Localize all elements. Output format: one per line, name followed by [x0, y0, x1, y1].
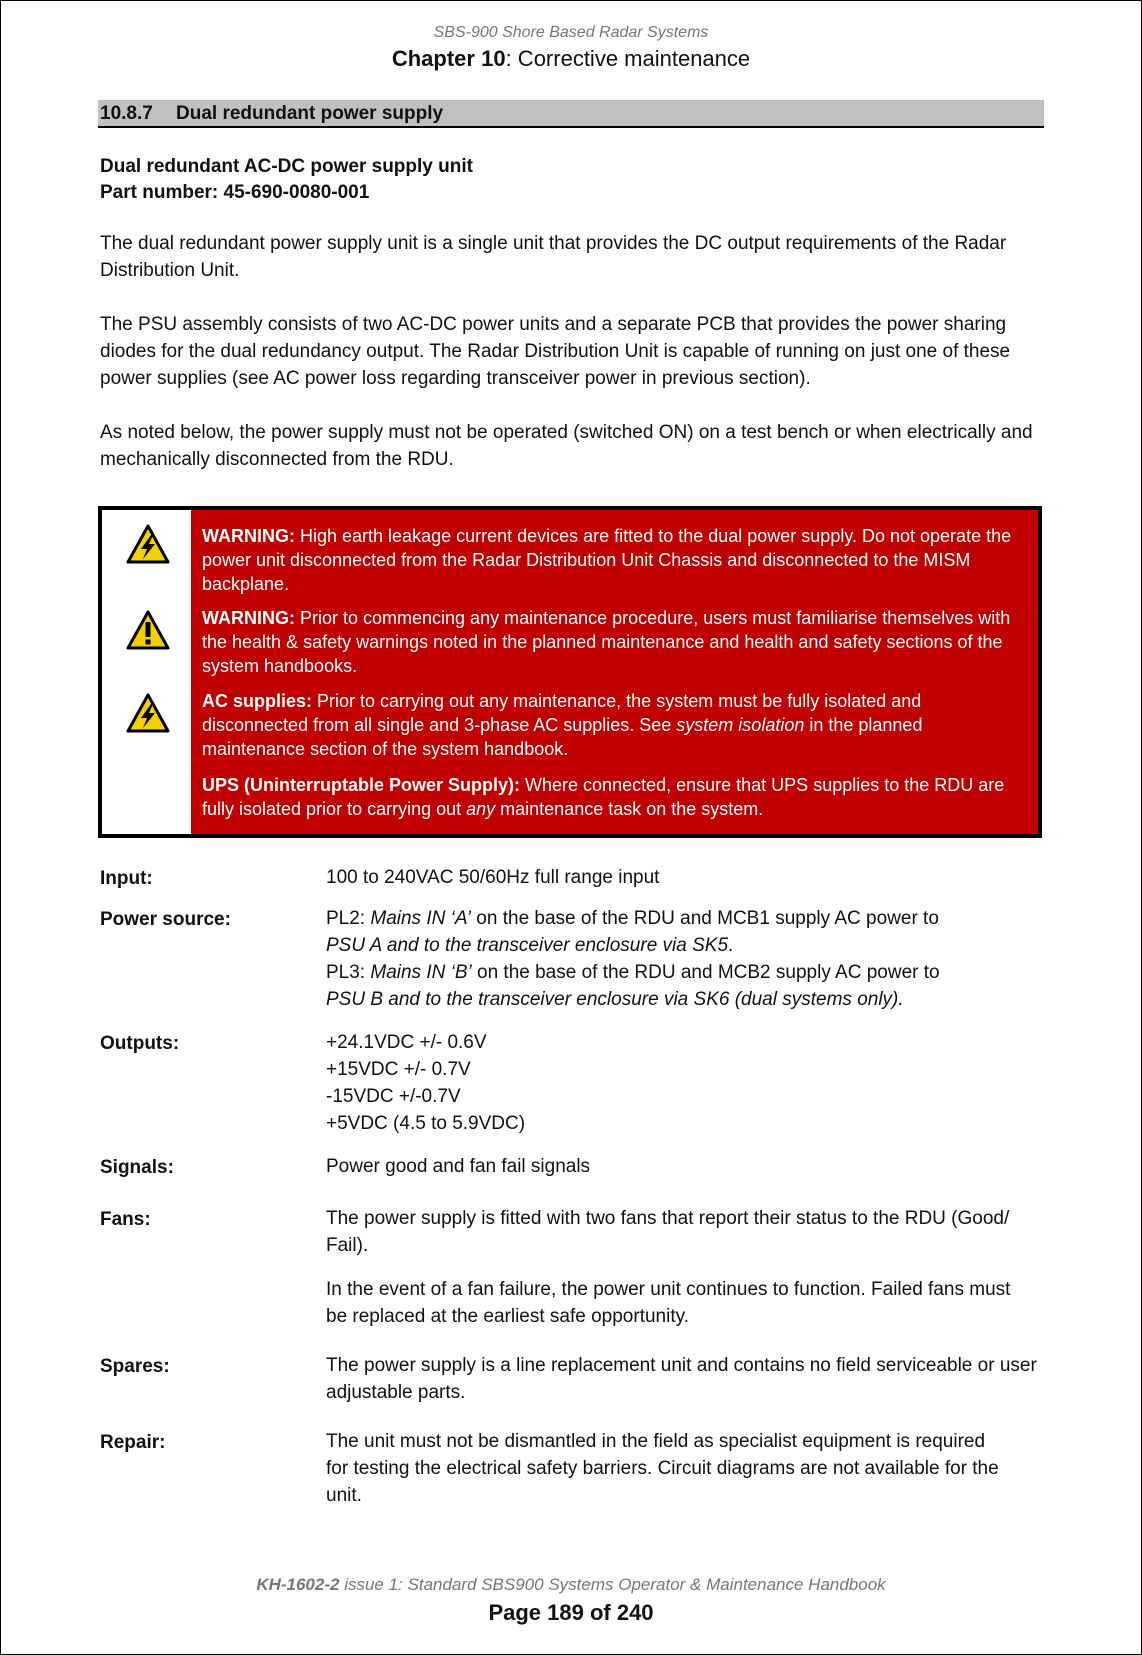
warning-label: WARNING:: [202, 526, 295, 546]
spec-value-power-source: [326, 905, 1046, 1013]
footer-doc-info: [0, 1575, 1142, 1595]
warning-label: AC supplies:: [202, 691, 313, 711]
footer-doc-desc: issue 1: Standard SBS900 Systems Operator & Maintenance Handbook: [339, 1575, 886, 1594]
spec-value-spares: The power supply is a line replacement unit and contains no field serviceable or user adjustable parts.: [326, 1355, 1037, 1403]
chapter-title: : Corrective maintenance: [505, 46, 751, 71]
spec-label-repair: Repair:: [100, 1432, 166, 1453]
caution-icon: [126, 610, 170, 650]
spec-value-outputs: [326, 1029, 1046, 1137]
warning-ac-supplies: [202, 689, 1022, 761]
warning-text: High earth leakage current devices are fitted to the dual power supply. Do not operate the power unit disconnected from the Radar Distribution Unit Chassis and disconnected to the MISM backplane.: [202, 526, 1012, 594]
section-heading-bar: [98, 100, 1044, 128]
unit-name: Dual redundant AC-DC power supply unit: [100, 156, 473, 177]
output-line: +24.1VDC +/- 0.6V: [326, 1032, 487, 1053]
footer-doc-code: KH-1602-2: [256, 1575, 340, 1594]
warning-text: in the planned maintenance section of the system handbook.: [202, 715, 923, 759]
warning-label: UPS (Uninterruptable Power Supply):: [202, 775, 521, 795]
warning-text: maintenance task on the system.: [495, 799, 764, 819]
spec-value-signals: Power good and fan fail signals: [326, 1156, 591, 1177]
spec-value-repair: The unit must not be dismantled in the field as specialist equipment is required for testing the electrical safety barriers. Circuit diagrams are not available for the unit.: [326, 1431, 999, 1506]
test-bench-paragraph: As noted below, the power supply must not be operated (switched ON) on a test bench or when electrically and mechanically disconnected from the RDU.: [100, 422, 1033, 470]
safety-warning-box: [98, 506, 1042, 838]
warning-text: Where connected, ensure that UPS supplies to the RDU are fully isolated prior to carrying out: [202, 775, 1005, 819]
chapter-number: Chapter 10: [391, 46, 506, 71]
intro-paragraph: The dual redundant power supply unit is a single unit that provides the DC output requirements of the Radar Distribution Unit.: [100, 233, 1007, 281]
warning-ups: [202, 773, 1022, 821]
system-isolation-reference: system isolation: [676, 715, 805, 735]
output-line: +15VDC +/- 0.7V: [326, 1059, 471, 1080]
output-line: -15VDC +/-0.7V: [326, 1086, 461, 1107]
warning-health-safety: [202, 606, 1022, 678]
spec-label-outputs: Outputs:: [100, 1033, 180, 1054]
electric-hazard-icon: [126, 693, 170, 733]
section-title: Dual redundant power supply: [176, 103, 444, 124]
power-source-line: PL2: Mains IN ‘A’ on the base of the RDU and MCB1 supply AC power to: [326, 908, 939, 929]
power-source-line: PSU B and to the transceiver enclosure via SK6 (dual systems only).: [326, 989, 904, 1010]
spec-value-input: 100 to 240VAC 50/60Hz full range input: [326, 867, 660, 888]
spec-value-fans-failure: In the event of a fan failure, the power unit continues to function. Failed fans must be replaced at the earliest safe opportunity.: [326, 1279, 1011, 1327]
header-chapter: [0, 46, 1142, 72]
warning-label: WARNING:: [202, 608, 295, 628]
section-number: 10.8.7: [100, 103, 153, 124]
warning-emphasis: any: [466, 799, 496, 819]
psu-assembly-paragraph: The PSU assembly consists of two AC-DC power units and a separate PCB that provides the power sharing diodes for the dual redundancy output. The Radar Distribution Unit is capable of running on just one of these power supplies (see AC power loss regarding transceiver power in previous section).: [100, 314, 1011, 389]
spec-label-signals: Signals:: [100, 1157, 174, 1178]
warning-leakage-current: [202, 524, 1022, 596]
spec-label-input: Input:: [100, 868, 153, 889]
power-source-line: PSU A and to the transceiver enclosure via SK5.: [326, 935, 734, 956]
spec-label-fans: Fans:: [100, 1209, 151, 1230]
warning-text: Prior to carrying out any maintenance, the system must be fully isolated and disconnected from all single and 3-phase AC supplies. See: [202, 691, 922, 735]
header-doc-title: SBS-900 Shore Based Radar Systems: [433, 24, 709, 41]
page-number: Page 189 of 240: [488, 1600, 654, 1625]
power-source-line: PL3: Mains IN ‘B’ on the base of the RDU and MCB2 supply AC power to: [326, 962, 940, 983]
spec-value-fans: The power supply is fitted with two fans that report their status to the RDU (Good/ Fail).: [326, 1208, 1010, 1256]
spec-label-power-source: Power source:: [100, 909, 231, 930]
output-line: +5VDC (4.5 to 5.9VDC): [326, 1113, 526, 1134]
spec-label-spares: Spares:: [100, 1356, 170, 1377]
warning-text: Prior to commencing any maintenance procedure, users must familiarise themselves with the health & safety warnings noted in the planned maintenance and health and safety sections of the system handbooks.: [202, 608, 1011, 676]
part-number: Part number: 45-690-0080-001: [100, 182, 370, 203]
electric-hazard-icon: [126, 524, 170, 564]
